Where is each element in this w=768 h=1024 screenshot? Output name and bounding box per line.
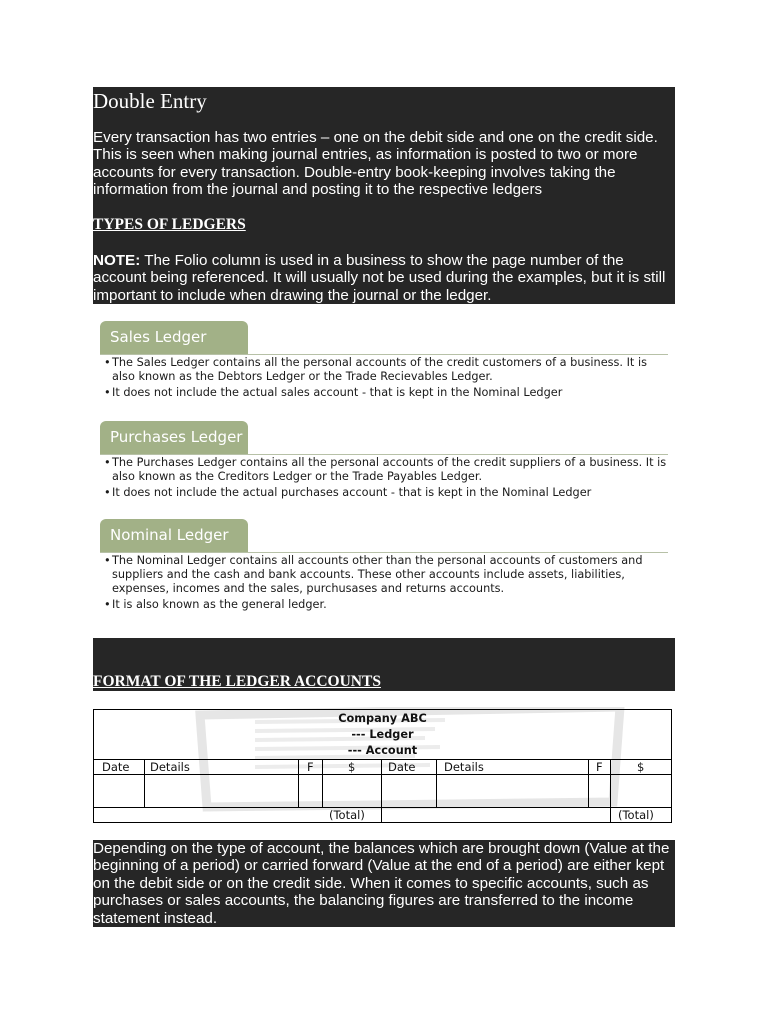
note-label: NOTE: — [93, 252, 141, 269]
format-heading: FORMAT OF THE LEDGER ACCOUNTS — [93, 673, 381, 690]
col-date-right: Date — [388, 760, 416, 774]
closing-section — [93, 840, 675, 927]
intro-paragraph: Every transaction has two entries – one on the debit side and one on the credit side. This is seen when making journal entries, as information is posted to two or more accounts for every transaction. Double-entry book-keeping involves taking the information from the journal and posting it to the respective ledgers — [93, 129, 658, 199]
divider — [94, 807, 671, 808]
double-entry-section — [93, 87, 675, 304]
nominal-ledger-bullets — [104, 554, 668, 614]
list-item: • The Nominal Ledger contains all accounts other than the personal accounts of customers and suppliers and the cash and bank accounts. These other accounts include assets, liabilities, expenses, incomes and the sales, purchusases and returns accounts. — [104, 554, 643, 595]
divider — [381, 759, 382, 823]
bullet-text: The Purchases Ledger contains all the personal accounts of the credit suppliers of a business. It is also known as the Creditors Ledger or the Trade Payables Ledger. — [112, 456, 667, 483]
format-section — [93, 638, 675, 691]
divider — [588, 759, 589, 807]
divider — [610, 759, 611, 823]
col-amount-left: $ — [348, 760, 356, 774]
bullet-text: The Nominal Ledger contains all accounts other than the personal accounts of customers and suppliers and the cash and bank accounts. These other accounts include assets, liabilities, expenses, incomes and the sales, purchusases and returns accounts. — [112, 554, 643, 595]
page-title: Double Entry — [93, 89, 207, 113]
col-folio-left: F — [307, 760, 314, 774]
note-text: The Folio column is used in a business to show the page number of the account being referenced. It will usually not be used during the examples, but it is still important to include when drawing the journal or the ledger. — [93, 252, 666, 304]
purchases-ledger-bullets — [104, 456, 668, 502]
ledger-line: --- Ledger — [351, 728, 414, 741]
purchases-ledger-title: Purchases Ledger — [100, 421, 248, 454]
table-header — [94, 710, 671, 761]
bullet-text: It is also known as the general ledger. — [112, 598, 327, 611]
list-item: • The Purchases Ledger contains all the personal accounts of the credit suppliers of a business. It is also known as the Creditors Ledger or the Trade Payables Ledger. — [104, 456, 667, 483]
nominal-ledger-title: Nominal Ledger — [100, 519, 248, 552]
list-item: • It is also known as the general ledger. — [104, 598, 327, 611]
bullet-text: It does not include the actual sales account - that is kept in the Nominal Ledger — [112, 386, 563, 399]
company-name: Company ABC — [338, 712, 427, 725]
list-item: • It does not include the actual sales account - that is kept in the Nominal Ledger — [104, 386, 563, 399]
sales-ledger-bullets — [104, 356, 668, 402]
divider — [100, 354, 668, 355]
sales-ledger-title: Sales Ledger — [100, 321, 248, 354]
col-details-right: Details — [444, 760, 484, 774]
total-right: (Total) — [618, 808, 654, 822]
closing-paragraph: Depending on the type of account, the balances which are brought down (Value at the beginning of a period) or carried forward (Value at the end of a period) are either kept on the debit side or on the credit side. When it comes to specific accounts, such as purchases or sales accounts, the balancing figures are transferred to the income statement instead. — [93, 840, 670, 927]
note-paragraph — [93, 252, 675, 304]
col-folio-right: F — [596, 760, 603, 774]
divider — [94, 774, 671, 775]
divider — [322, 759, 323, 807]
bullet-text: The Sales Ledger contains all the personal accounts of the credit customers of a business. It is also known as the Debtors Ledger or the Trade Recievables Ledger. — [112, 356, 647, 383]
col-details-left: Details — [150, 760, 190, 774]
divider — [436, 759, 437, 807]
col-date-left: Date — [102, 760, 130, 774]
col-amount-right: $ — [637, 760, 645, 774]
bullet-text: It does not include the actual purchases account - that is kept in the Nominal Ledger — [112, 486, 592, 499]
divider — [100, 552, 668, 553]
total-left: (Total) — [329, 808, 365, 822]
list-item: • The Sales Ledger contains all the personal accounts of the credit customers of a business. It is also known as the Debtors Ledger or the Trade Recievables Ledger. — [104, 356, 647, 383]
account-line: --- Account — [347, 744, 418, 757]
divider — [100, 454, 668, 455]
divider — [298, 759, 299, 807]
types-of-ledgers-heading: TYPES OF LEDGERS — [93, 216, 246, 233]
ledger-format-table — [93, 709, 672, 823]
list-item: • It does not include the actual purchases account - that is kept in the Nominal Ledger — [104, 486, 592, 499]
divider — [144, 759, 145, 807]
